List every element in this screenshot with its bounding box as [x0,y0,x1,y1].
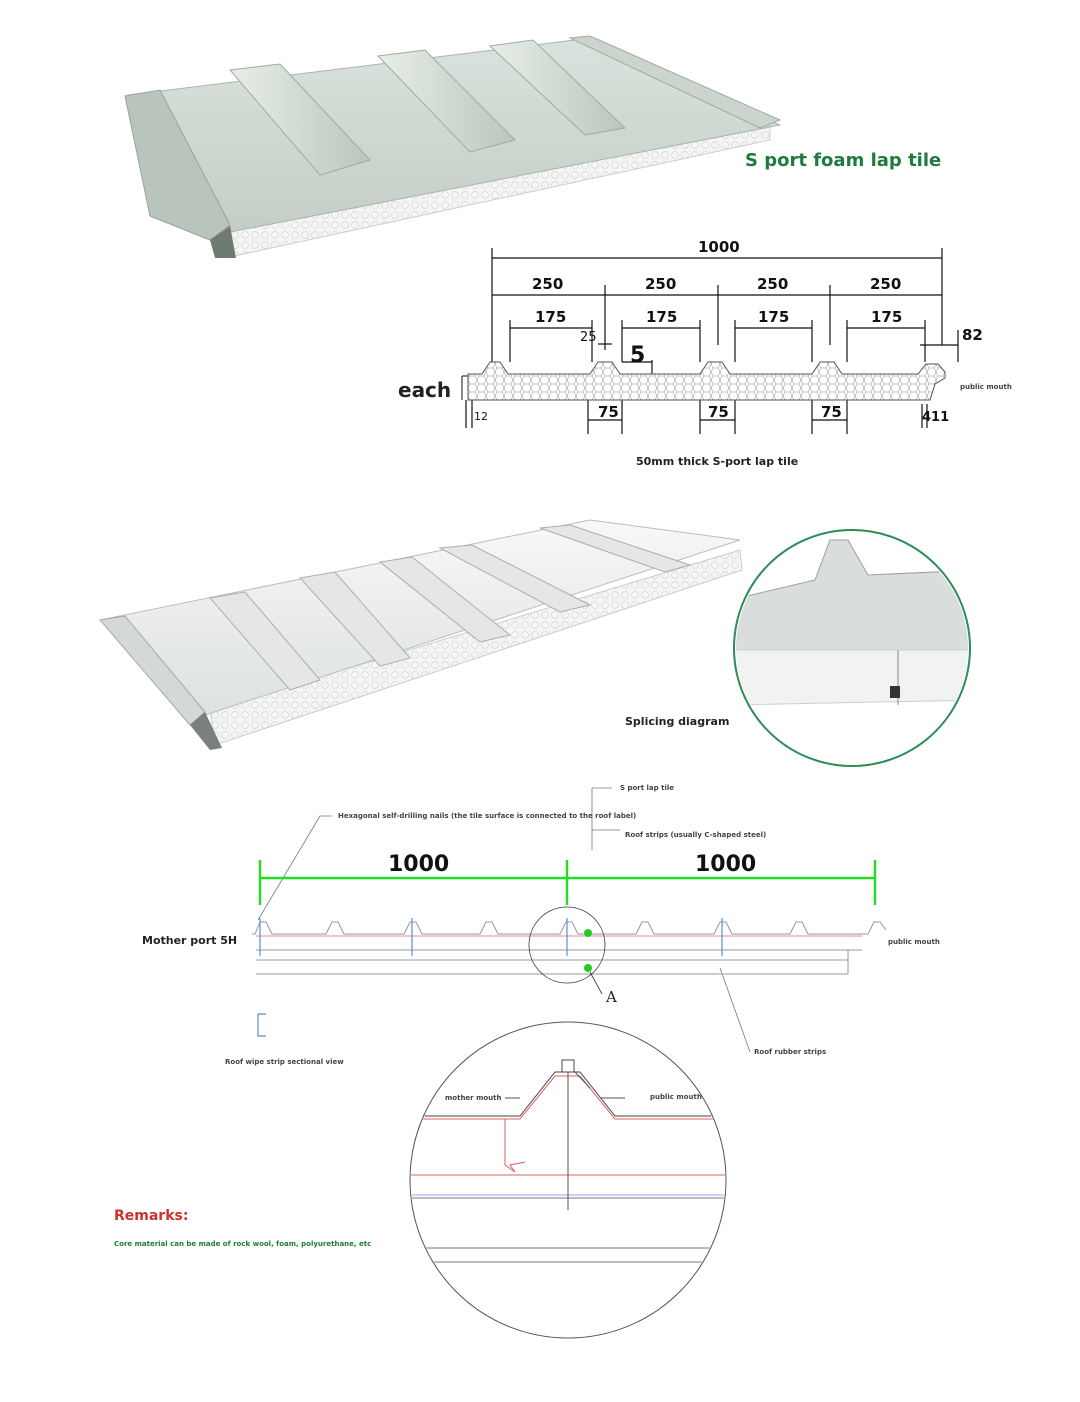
dim-bottom-thickness: 12 [474,410,488,423]
mother-port-label: Mother port 5H [142,934,238,947]
dim-rib-base-3: 75 [821,403,842,421]
each-label: each [398,378,452,402]
public-mouth-label-section: public mouth [960,383,1012,391]
span-right: 1000 [695,852,757,877]
dim-edge-right: 82 [962,326,983,344]
label-nails: Hexagonal self-drilling nails (the tile surface is connected to the roof label) [338,812,637,820]
dim-rib-base-1: 75 [598,403,619,421]
dim-total: 1000 [698,238,740,256]
splicing-caption: Splicing diagram [625,715,730,728]
product-title: S port foam lap tile [745,150,942,171]
wipe-strip-label: Roof wipe strip sectional view [225,1058,344,1066]
detail-mother-mouth: mother mouth [445,1094,502,1102]
section-caption: 50mm thick S-port lap tile [636,455,799,468]
dim-flat-4: 175 [871,308,903,326]
dim-pitch-3: 250 [757,275,789,293]
label-strips: Roof strips (usually C-shaped steel) [625,831,767,839]
dim-flat-1: 175 [535,308,567,326]
rubber-strips-label: Roof rubber strips [754,1048,827,1056]
dim-flat-3: 175 [758,308,790,326]
dim-rib-height: 5 [630,343,646,368]
span-left: 1000 [388,852,450,877]
dim-pitch-4: 250 [870,275,902,293]
dim-flat-2: 175 [646,308,678,326]
detail-marker: A [606,988,617,1006]
dim-pitch-2: 250 [645,275,677,293]
dim-pitch-1: 250 [532,275,564,293]
dim-rib-top: 25 [580,330,597,345]
public-mouth-label-install: public mouth [888,938,940,946]
dim-rib-base-2: 75 [708,403,729,421]
label-tile: S port lap tile [620,784,674,792]
detail-public-mouth: public mouth [650,1093,702,1101]
dim-right-bottom: 411 [922,410,950,425]
remarks-text: Core material can be made of rock wool, foam, polyurethane, etc [114,1240,372,1248]
remarks-title: Remarks: [114,1208,189,1224]
